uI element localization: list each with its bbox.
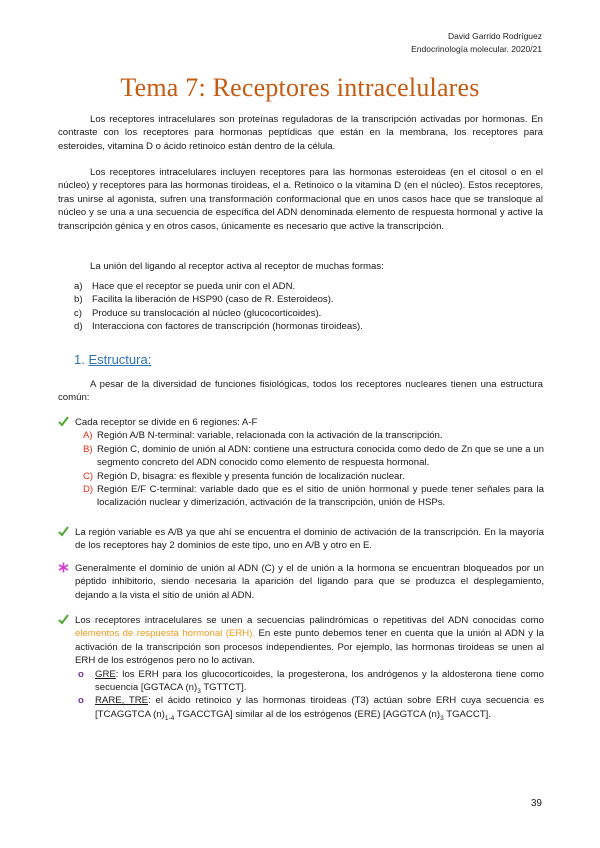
erh-highlight: elementos de respuesta hormonal (ERH). bbox=[75, 628, 256, 640]
list-item-text: Hace que el receptor se pueda unir con el ADN. bbox=[92, 281, 296, 292]
list-item bbox=[74, 307, 544, 320]
intro-paragraph-1: Los receptores intracelulares son proteínas reguladoras de la transcripción activadas por hormonas. En contraste con los receptores para hormonas peptídicas que están en la membrana, los receptores para esteroides, vitamina D o ácido retinoico están dentro de la célula. bbox=[58, 114, 543, 152]
checkmark-icon bbox=[58, 526, 70, 541]
region-item bbox=[83, 429, 544, 442]
intro-paragraph-3: La unión del ligando al receptor activa al receptor de muchas formas: bbox=[90, 261, 384, 272]
gre-label: GRE bbox=[95, 668, 116, 680]
circle-bullet-icon: o bbox=[78, 695, 84, 707]
gre-end: TGTTCT]. bbox=[200, 682, 247, 694]
list-item-text: Produce su translocación al núcleo (glucocorticoides). bbox=[92, 307, 322, 319]
erh-text-after: En este punto debemos tener en cuenta que la unión al ADN y la activación de la transcripción son procesos independientes. Por ejemplo, las hormonas tiroideas se unen al ERH de los estrógenos pero no lo activan. bbox=[75, 628, 544, 667]
bullet-text: La región variable es A/B ya que ahí se encuentra el dominio de activación de la transcripción. En la mayoría de los receptores hay 2 dominios de este tipo, uno en A/B y otro en E. bbox=[75, 527, 544, 552]
checkmark-icon bbox=[58, 614, 70, 629]
region-marker: A) bbox=[83, 430, 93, 442]
erh-text-before: Los receptores intracelulares se unen a secuencias palindrómicas o repetitivas del ADN conocidas como bbox=[75, 615, 544, 626]
region-item bbox=[83, 483, 544, 510]
list-item-text: Facilita la liberación de HSP90 (caso de R. Esteroideos). bbox=[92, 294, 334, 306]
region-text: Región A/B N-terminal: variable, relacionada con la activación de la transcripción. bbox=[97, 430, 443, 442]
page-header bbox=[411, 30, 542, 56]
rare-subscript-2: 3 bbox=[440, 714, 444, 722]
rare-item bbox=[75, 694, 544, 721]
checkmark-icon bbox=[58, 416, 70, 431]
bullet-text bbox=[75, 614, 544, 668]
section-heading bbox=[74, 352, 151, 367]
gre-text: : los ERH para los glucocorticoides, la progesterona, los andrógenos y la aldosterona tiene como secuencia [GGTACA (n) bbox=[95, 668, 544, 694]
section-title: Estructura: bbox=[88, 352, 152, 367]
rare-mid: TGACCTGA] similar al de los estrógenos (ERE) [AGGTCA (n) bbox=[174, 708, 441, 720]
list-item bbox=[74, 320, 544, 333]
author-name: David Garrido Rodríguez bbox=[447, 31, 542, 41]
region-item bbox=[83, 443, 544, 470]
list-item bbox=[74, 293, 544, 306]
list-item-text: Interacciona con factores de transcripción (hormonas tiroideas). bbox=[92, 321, 363, 333]
gre-subscript: 3 bbox=[197, 687, 201, 695]
list-item bbox=[74, 280, 544, 293]
page-number: 39 bbox=[530, 798, 542, 809]
page-title: Tema 7: Receptores intracelulares bbox=[120, 73, 480, 102]
activation-list bbox=[74, 280, 544, 334]
circle-bullet-icon: o bbox=[78, 668, 84, 680]
region-marker: D) bbox=[83, 484, 94, 496]
region-text: Región E/F C-terminal: variable dado que es el sitio de unión hormonal y puede tener señales para la localización nuclear y dimerización, activación de la transcripción, unión de HSPs. bbox=[97, 484, 544, 509]
bullet-erh bbox=[58, 614, 544, 721]
bullet-text: Cada receptor se divide en 6 regiones: A-F bbox=[75, 417, 258, 428]
region-item bbox=[83, 470, 544, 483]
rare-end: TGACCT]. bbox=[443, 708, 491, 720]
list-marker: a) bbox=[74, 281, 83, 292]
list-marker: c) bbox=[74, 307, 82, 319]
region-text: Región D, bisagra: es flexible y presenta función de localización nuclear. bbox=[97, 470, 405, 482]
region-text: Región C, dominio de unión al ADN: contiene una estructura conocida como dedo de Zn que se une a un segmento concreto del ADN conocido como elemento de respuesta hormonal. bbox=[97, 443, 544, 469]
course-name: Endocrinología molecular. 2020/21 bbox=[411, 44, 542, 54]
section-number: 1. bbox=[74, 352, 85, 367]
bullet-text: Generalmente el dominio de unión al ADN (C) y el de unión a la hormona se encuentran bloqueados por un péptido inhibitorio, siendo necesaria la aparición del ligando para que se produzca el desplegamiento, dejando a la vista el sitio de unión al ADN. bbox=[75, 563, 544, 601]
region-marker: B) bbox=[83, 443, 93, 455]
gre-item bbox=[75, 668, 544, 695]
region-marker: C) bbox=[83, 470, 94, 482]
bullet-variable-region bbox=[58, 526, 544, 553]
section-intro: A pesar de la diversidad de funciones fisiológicas, todos los receptores nucleares tienen una estructura común: bbox=[58, 379, 543, 404]
rare-label: RARE, TRE bbox=[95, 695, 149, 707]
intro-paragraph-2: Los receptores intracelulares incluyen receptores para las hormonas esteroideas (en el citosol o en el núcleo) y receptores para las hormonas tiroideas, el a. Retinoico o la vitamina D (en el núcleo). Estos receptores, tras unirse al agonista, sufren una transformación conformacional que en unos casos hace que se transloque al núcleo y se una a una secuencia de específica del ADN denominada elemento de respuesta hormonal y active la transcripción génica y en otros casos, únicamente es necesario que active la transcripción. bbox=[58, 167, 543, 232]
rare-text: : el ácido retinoico y las hormonas tiroideas (T3) actúan sobre ERH cuya secuencia es [TCAGGTCA (n) bbox=[95, 695, 545, 720]
bullet-regions bbox=[58, 416, 544, 510]
list-marker: b) bbox=[74, 294, 83, 306]
star-icon bbox=[58, 562, 70, 577]
list-marker: d) bbox=[74, 321, 83, 333]
bullet-inhibitory-peptide bbox=[58, 562, 544, 602]
rare-subscript: 1-4 bbox=[164, 714, 175, 722]
